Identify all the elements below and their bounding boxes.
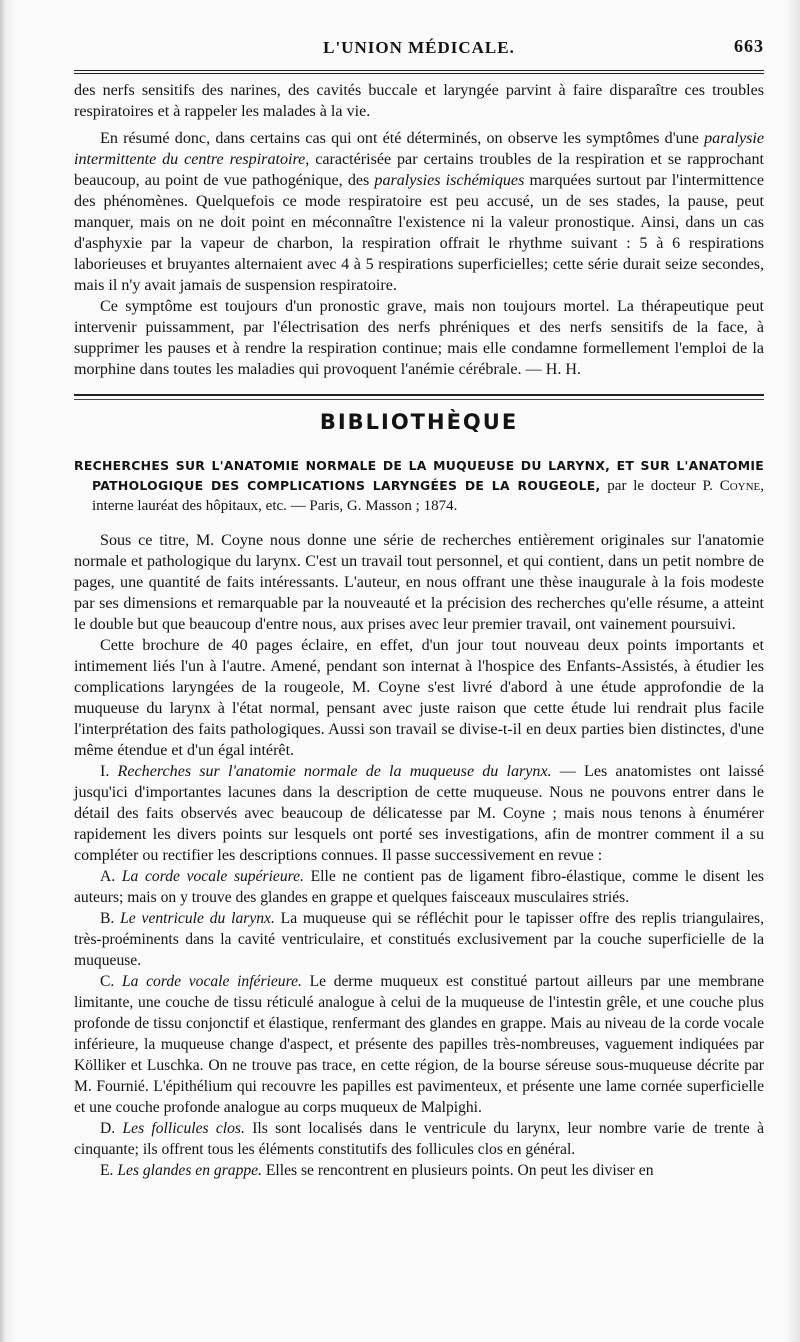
text-run: — Les anatomistes ont laissé jusqu'ici d'importantes lacunes dans la description de cette muqueuse. Nous ne pouvons entrer dans le détail des faits observés avec beaucoup de délicatesse par M. Coyne ; mais nous tenons à énumérer rapidement les divers points sur lesquels ont porté ses investigations, afin de montrer comment il a su compléter ou rectifier les descriptions connues. Il passe successivement en revue : bbox=[74, 763, 764, 864]
item-letter: C. bbox=[100, 973, 122, 990]
text-run: par le docteur P. bbox=[600, 478, 720, 494]
list-item bbox=[74, 1118, 764, 1160]
item-letter: E. bbox=[100, 1162, 118, 1179]
intro-paragraph-3: Ce symptôme est toujours d'un pronostic grave, mais non toujours mortel. La thérapeutique peut intervenir puissamment, par l'électrisation des nerfs phréniques et des nerfs sensitifs de la face, à supprimer les pauses et à rendre la respiration continue; mais elle condamne formellement l'emploi de la morphine dans toutes les maladies qui provoquent l'anémie cérébrale. — H. H. bbox=[74, 298, 764, 378]
list-item bbox=[74, 866, 764, 908]
page-number: 663 bbox=[734, 36, 764, 56]
bibliographic-entry bbox=[74, 456, 764, 516]
item-title: Le ventricule du larynx. bbox=[120, 910, 275, 927]
section-rule-thin bbox=[74, 399, 764, 400]
item-title: La corde vocale inférieure. bbox=[121, 973, 302, 990]
intro-paragraph-1: des nerfs sensitifs des narines, des cavités buccale et laryngée parvint à faire disparaître ces troubles respiratoires et à rappeler les malades à la vie. bbox=[74, 82, 764, 120]
item-text: Elle ne contient pas de ligament fibro-élastique, comme le disent les auteurs; mais on y trouve des glandes en grappe et quelques faisceaux musculaires striés. bbox=[74, 868, 765, 906]
running-head bbox=[74, 34, 764, 70]
header-rule bbox=[74, 70, 764, 74]
page-content bbox=[74, 34, 764, 1181]
item-title: Les glandes en grappe. bbox=[117, 1162, 262, 1179]
item-text: Ils sont localisés dans le ventricule du larynx, leur nombre varie de trente à cinquante; ils offrent tous les éléments constitutifs des follicules clos en général. bbox=[74, 1120, 764, 1158]
italic-term: Recherches sur l'anatomie normale de la muqueuse du larynx. bbox=[117, 763, 552, 780]
item-title: Les follicules clos. bbox=[122, 1120, 245, 1137]
item-title: La corde vocale supérieure. bbox=[121, 868, 304, 885]
section-rule bbox=[74, 394, 764, 396]
list-item bbox=[74, 971, 764, 1118]
list-item bbox=[74, 908, 764, 971]
item-letter: D. bbox=[100, 1120, 123, 1137]
list-item bbox=[74, 1160, 764, 1181]
text-run: marquées surtout par l'intermittence des phénomènes. Quelquefois ce mode respiratoire est peu accusé, un de ses stades, la pause, peut manquer, mais on ne doit point en méconnaître l'existence ni la valeur pronostique. Ainsi, dans un cas d'asphyxie par la vapeur de charbon, la respiration offrait le rhythme suivant : 5 à 6 respirations laborieuses et bruyantes alternaient avec 4 à 5 respirations superficielles; cette série durait seize secondes, mais il n'y avait jamais de suspension respiratoire. bbox=[74, 172, 764, 294]
item-list bbox=[74, 866, 764, 1181]
text-run: , interne lauréat des hôpitaux, etc. — Paris, G. Masson ; 1874. bbox=[92, 478, 764, 514]
item-letter: B. bbox=[100, 910, 121, 927]
section-title: BIBLIOTHÈQUE bbox=[319, 410, 519, 434]
review-paragraph-1: Sous ce titre, M. Coyne nous donne une série de recherches entièrement originales sur l'anatomie normale et pathologique du larynx. C'est un travail tout personnel, et qui contient, dans un petit nombre de pages, une quantité de faits intéressants. L'auteur, en nous offrant une thèse inaugurale à la fois modeste par ses dimensions et remarquable par la nouveauté et la précision des recherches qu'elle résume, a atteint le double but que beaucoup d'entre nous, aux prises avec leur premier travail, ont vainement poursuivi. bbox=[74, 532, 764, 633]
author-name: Coyne bbox=[719, 478, 761, 494]
section-numeral: I. bbox=[100, 763, 118, 780]
text-run: En résumé donc, dans certains cas qui ont été déterminés, on observe les symptômes d'une bbox=[100, 130, 705, 147]
text-run: , caractérisée par certains troubles de la respiration et se rapprochant beaucoup, au point de vue pathogénique, des bbox=[74, 151, 764, 189]
italic-term: paralysie intermittente du centre respiratoire bbox=[74, 130, 764, 168]
item-text: Elles se rencontrent en plusieurs points. On peut les diviser en bbox=[262, 1162, 654, 1179]
review-paragraph-3 bbox=[74, 761, 764, 866]
review-paragraph-2: Cette brochure de 40 pages éclaire, en effet, d'un jour tout nouveau deux points importants et intimement liés l'un à l'autre. Amené, pendant son internat à l'hospice des Enfants-Assistés, à étudier les complications laryngées de la rougeole, M. Coyne s'est livré d'abord à une étude approfondie de la muqueuse du larynx à l'état normal, pensant avec juste raison que cette étude lui rendrait plus facile l'interprétation des faits pathologiques. Aussi son travail se divise-t-il en deux parties bien distinctes, d'une même étendue et d'un égal intérêt. bbox=[74, 637, 764, 759]
item-text: La muqueuse qui se réfléchit pour le tapisser offre des replis triangulaires, très-proéminents dans la cavité ventriculaire, et constitués exclusivement par la couche superficielle de la muqueuse. bbox=[74, 910, 764, 969]
book-title: RECHERCHES SUR L'ANATOMIE NORMALE DE LA MUQUEUSE DU LARYNX, ET SUR L'ANATOMIE PATHOLOGIQUE DES COMPLICATIONS LARYNGÉES DE LA ROUGEOLE, bbox=[74, 458, 764, 493]
italic-term: paralysies ischémiques bbox=[374, 172, 525, 189]
journal-title: L'UNION MÉDICALE. bbox=[323, 38, 515, 57]
item-text: Le derme muqueux est constitué partout ailleurs par une membrane limitante, une couche de tissu réticulé analogue à celui de la muqueuse de l'intestin grêle, et une couche plus profonde de tissu conjonctif et élastique, renfermant des glandes en grappe. Mais au niveau de la corde vocale inférieure, la muqueuse change d'aspect, et présente des papilles très-nombreuses, vaguement indiquées par Kölliker et Luschka. On ne trouve pas trace, en cette région, de la bourse séreuse sous-muqueuse décrite par M. Fournié. L'épithélium qui recouvre les papilles est pavimenteux, et présente une lame cornée superficielle et une couche profonde analogue au corps muqueux de Malpighi. bbox=[74, 973, 765, 1116]
intro-paragraph-2 bbox=[74, 128, 764, 296]
item-letter: A. bbox=[100, 868, 122, 885]
